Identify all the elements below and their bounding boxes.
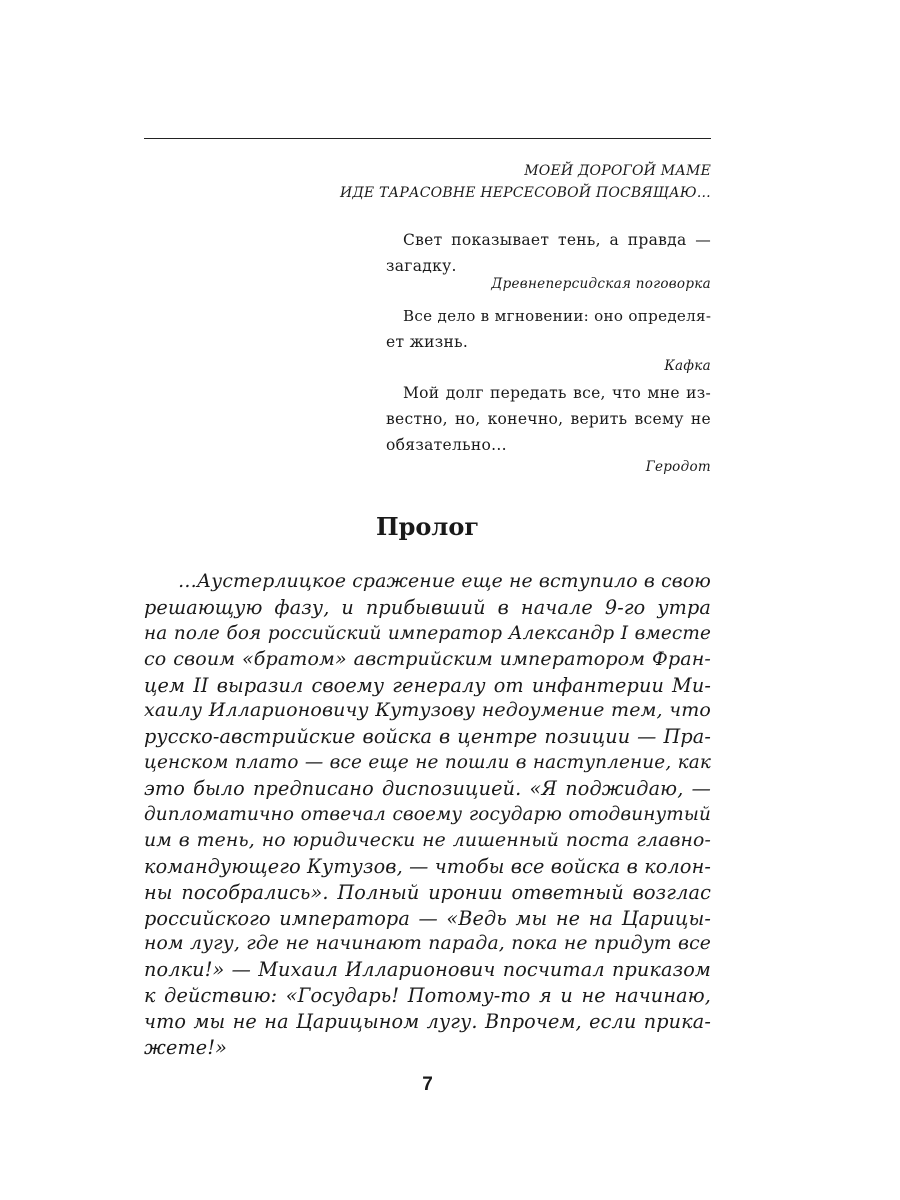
page-number: 7 <box>422 1074 433 1095</box>
dedication-line-1: МОЕЙ ДОРОГОЙ МАМЕ <box>524 163 711 179</box>
epigraph-line: ет жизнь. <box>386 333 469 351</box>
epigraph-1 <box>386 227 711 293</box>
epigraph-2 <box>386 303 711 375</box>
epigraph-author: Кафка <box>664 358 711 374</box>
text-line: ном лугу, где не начинают парада, пока не придут все <box>144 933 711 955</box>
text-line: хаилу Илларионовичу Кутузову недоумение тем, что <box>144 699 711 722</box>
epigraph-line: загадку. <box>386 257 457 275</box>
text-line: что мы не на Царицыном лугу. Впрочем, если прика- <box>144 1010 711 1034</box>
text-line: …Аустерлицкое сражение еще не вступило в свою <box>178 571 711 592</box>
epigraph-3 <box>386 380 711 476</box>
text-line: им в тень, но юридически не лишенный поста главно- <box>144 829 711 851</box>
epigraph-author: Геродот <box>645 459 711 475</box>
text-line: жете!» <box>144 1036 228 1060</box>
top-rule <box>144 138 711 139</box>
prologue-paragraph <box>144 569 711 1061</box>
text-line: ценском плато — все еще не пошли в наступление, как <box>144 752 711 774</box>
text-line: полки!» — Михаил Илларионович посчитал приказом <box>144 958 711 982</box>
text-line: цем II выразил своему генералу от инфантерии Ми- <box>144 673 711 697</box>
epigraph-line: вестно, но, конечно, верить всему не <box>386 410 711 428</box>
text-line: это было предписано диспозицией. «Я поджидаю, — <box>144 777 711 801</box>
epigraph-line: обязательно... <box>386 436 507 454</box>
text-line: со своим «братом» австрийским императором Фран- <box>144 647 711 670</box>
epigraph-author: Древнеперсидская поговорка <box>491 276 711 292</box>
text-line: российского императора — «Ведь мы не на Царицы- <box>144 906 711 930</box>
dedication <box>144 160 711 204</box>
epigraph-line: Свет показывает тень, а правда — <box>403 231 711 249</box>
text-line: решающую фазу, и прибывший в начале 9-го утра <box>144 595 711 619</box>
chapter-title: Пролог <box>375 512 480 541</box>
epigraph-line: Все дело в мгновении: оно определя- <box>403 307 712 325</box>
text-line: ны пособрались». Полный иронии ответный возглас <box>144 880 711 904</box>
text-line: на поле боя российский император Александр I вместе <box>144 622 711 644</box>
epigraph-line: Мой долг передать все, что мне из- <box>403 384 711 402</box>
text-line: командующего Кутузов, — чтобы все войска в колон- <box>144 854 711 878</box>
dedication-line-2: ИДЕ ТАРАСОВНЕ НЕРСЕСОВОЙ ПОСВЯЩАЮ… <box>339 185 711 201</box>
text-line: дипломатично отвечал своему государю отодвинутый <box>144 804 711 826</box>
text-line: к действию: «Государь! Потому-то я и не начинаю, <box>144 984 711 1008</box>
text-line: русско-австрийские войска в центре позиции — Пра- <box>144 725 711 749</box>
